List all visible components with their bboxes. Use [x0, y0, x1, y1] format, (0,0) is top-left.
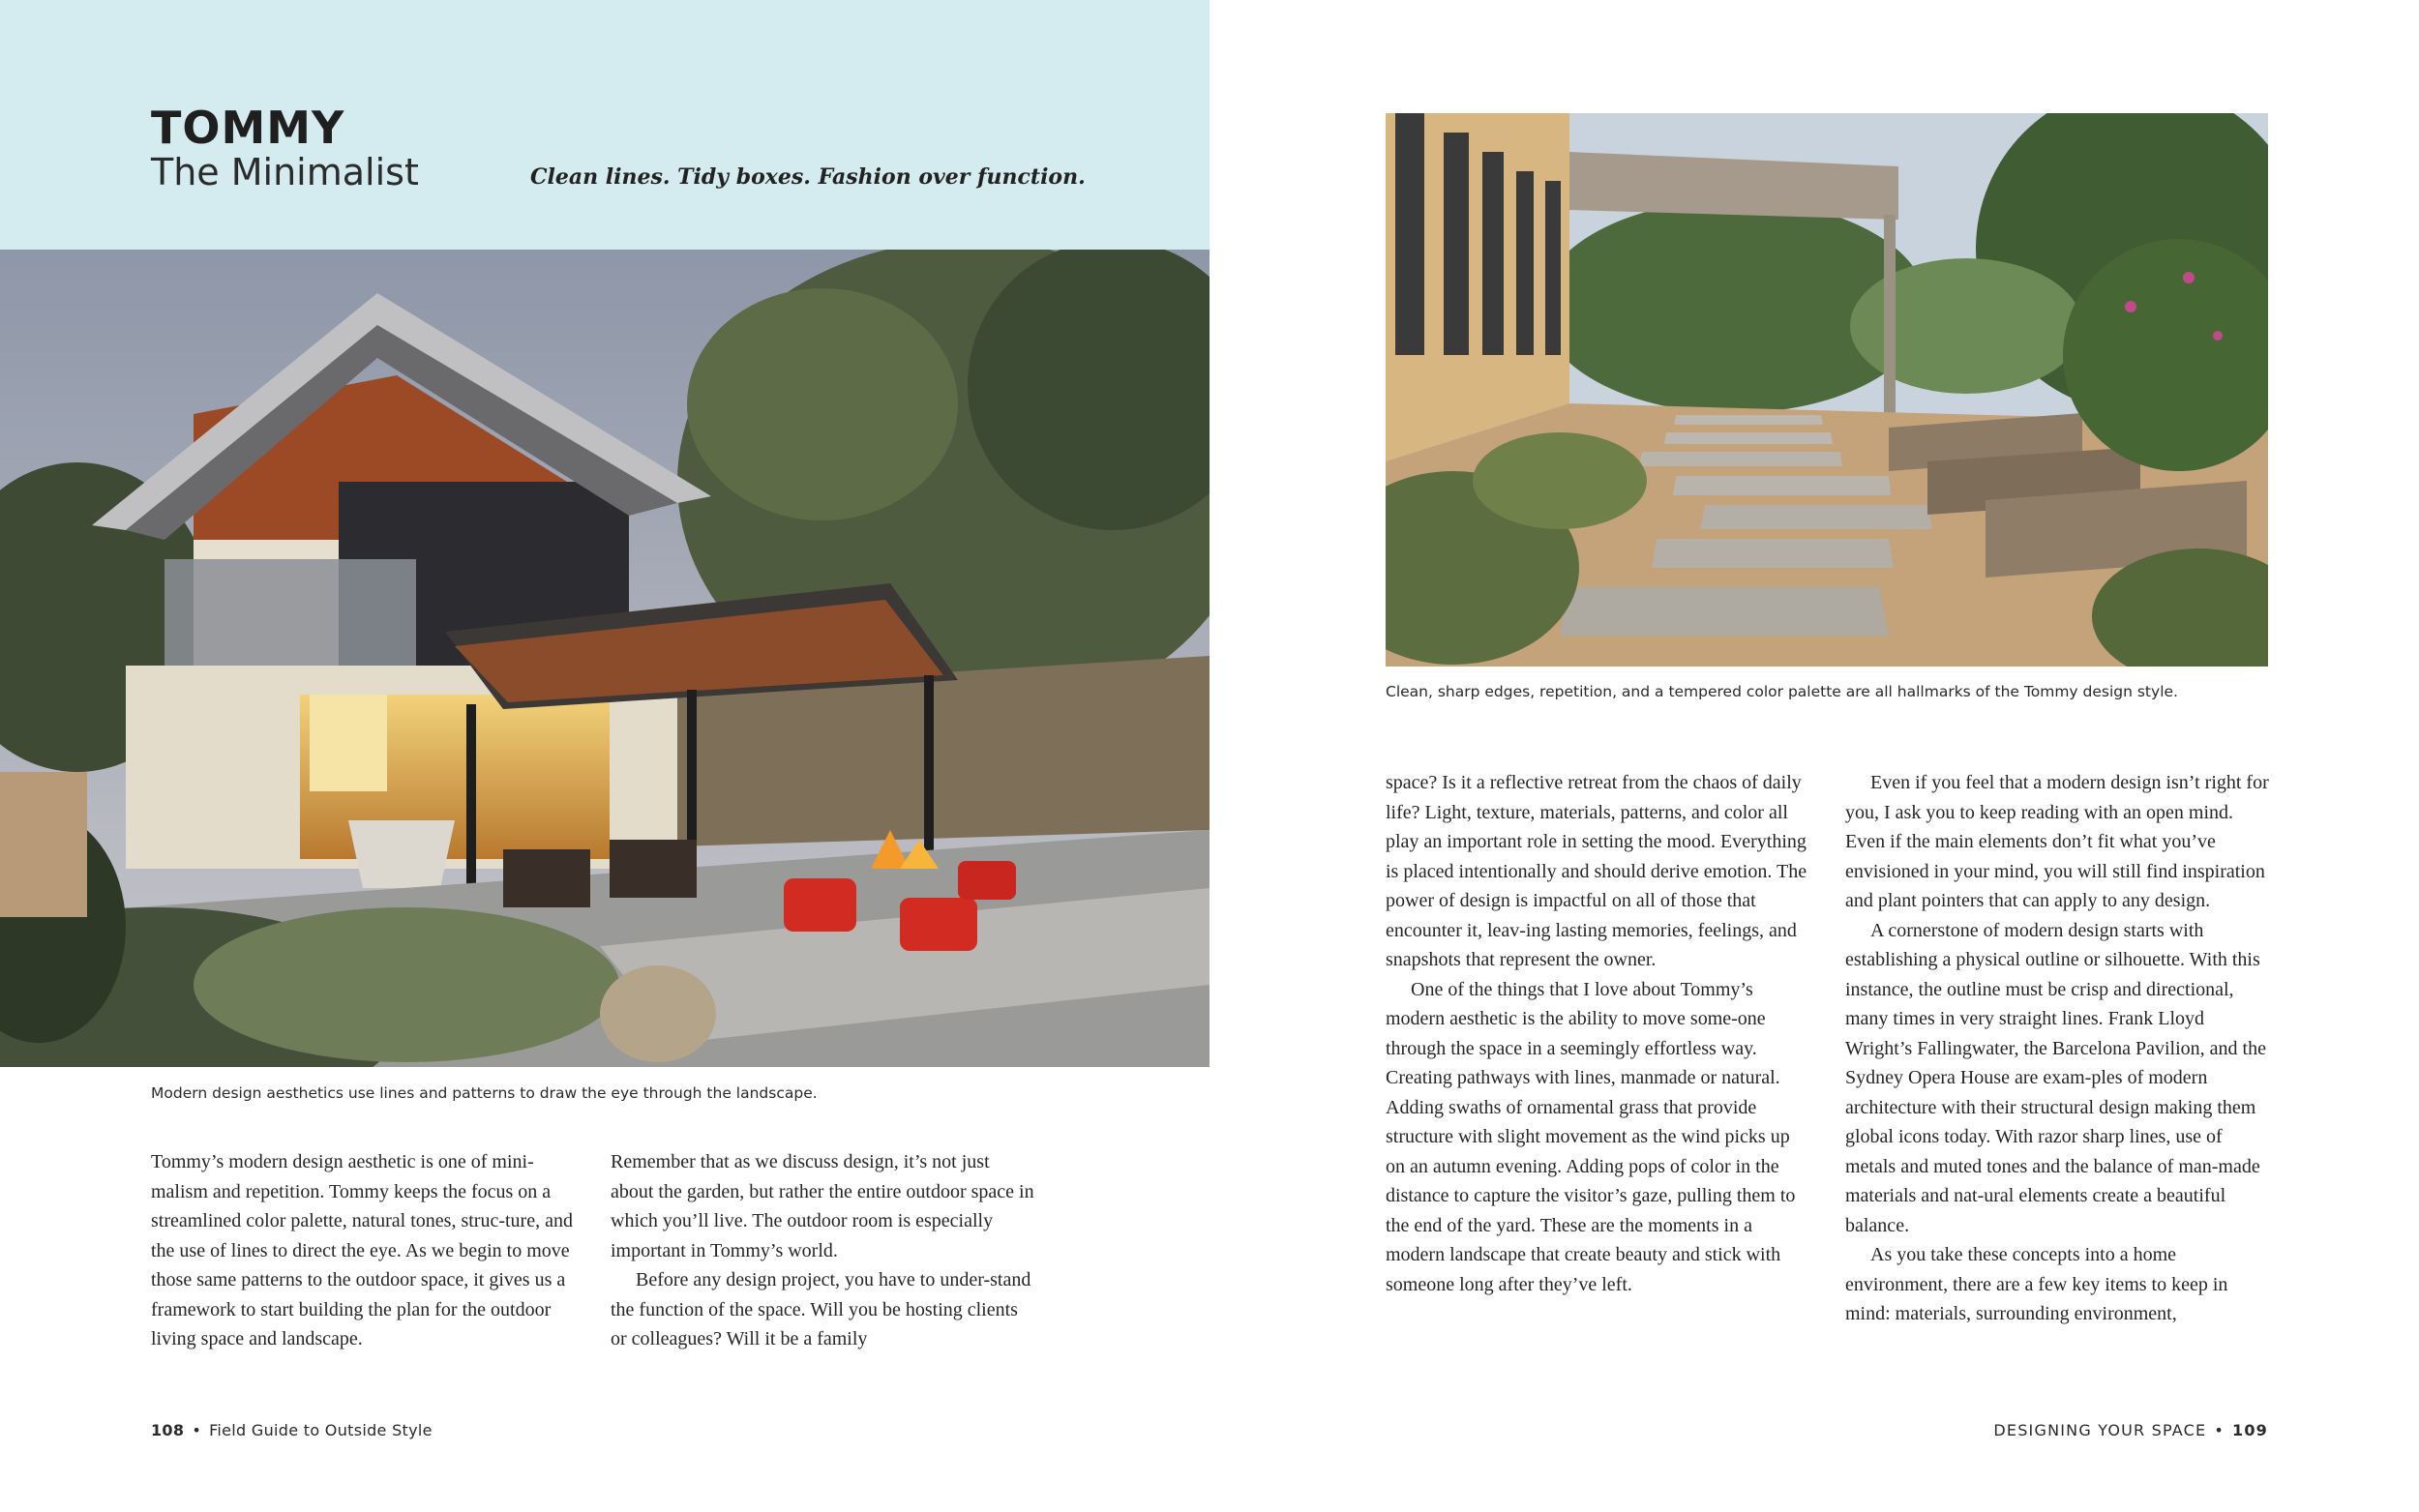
page-number: 108: [151, 1421, 185, 1439]
garden-illustration: [1386, 113, 2268, 667]
body-column-2: [1845, 768, 2271, 1329]
page-number: 109: [2232, 1421, 2268, 1439]
body-column-1: [151, 1147, 577, 1354]
separator-bullet: •: [2214, 1421, 2225, 1439]
house-illustration: [0, 250, 1210, 1067]
paragraph: Tommy’s modern design aesthetic is one of mini-malism and repetition. Tommy keeps the focus on a streamlined color palette, natural tones, struc-ture, and the use of lines to direct the eye. As we begin to move those same patterns to the outdoor space, it gives us a framework to start building the plan for the outdoor living space and landscape.: [151, 1151, 573, 1349]
style-tagline: Clean lines. Tidy boxes. Fashion over function.: [530, 164, 1086, 190]
paragraph: space? Is it a reflective retreat from the chaos of daily life? Light, texture, materials, patterns, and color all play an important role in setting the mood. Everything is placed intentionally and should derive emotion. The power of design is impactful on all of those that encounter it, leav-ing lasting memories, feelings, and snapshots that represent the owner.: [1386, 772, 1807, 970]
photo-caption: Clean, sharp edges, repetition, and a tempered color palette are all hallmarks of the Tommy design style.: [1386, 683, 2178, 700]
modern-house-photo: [0, 250, 1210, 1067]
style-name-title: TOMMY: [151, 102, 345, 154]
page-footer-right: [1993, 1421, 2268, 1439]
paragraph: Before any design project, you have to under-stand the function of the space. Will you be hosting clients or colleagues? Will it be a family: [611, 1269, 1031, 1349]
paragraph: Even if you feel that a modern design isn’t right for you, I ask you to keep reading with an open mind. Even if the main elements don’t fit what you’ve envisioned in your mind, you will still find inspiration and plant pointers that can apply to any design.: [1845, 772, 2269, 911]
paragraph: One of the things that I love about Tommy’s modern aesthetic is the ability to move some-one through the space in a seemingly effortless way. Creating pathways with lines, manmade or natural. Adding swaths of ornamental grass that provide structure with slight movement as the wind picks up on an autumn evening. Adding pops of color in the distance to capture the visitor’s gaze, pulling them to the end of the yard. These are the moments in a modern landscape that create beauty and stick with someone long after they’ve left.: [1386, 978, 1796, 1295]
running-title: DESIGNING YOUR SPACE: [1993, 1421, 2207, 1439]
body-column-1: [1386, 768, 1811, 1299]
running-title: Field Guide to Outside Style: [209, 1421, 433, 1439]
separator-bullet: •: [192, 1421, 202, 1439]
header-band: [0, 0, 1210, 250]
page-footer-left: [151, 1421, 433, 1439]
style-subtitle: The Minimalist: [151, 151, 419, 193]
paragraph: Remember that as we discuss design, it’s not just about the garden, but rather the entire outdoor space in which you’ll live. The outdoor room is especially important in Tommy’s world.: [611, 1151, 1034, 1261]
garden-path-photo: [1386, 113, 2268, 667]
body-column-2: [611, 1147, 1036, 1354]
right-page: [1210, 0, 2419, 1512]
paragraph: A cornerstone of modern design starts with establishing a physical outline or silhouette. With this instance, the outline must be crisp and directional, many times in very straight lines. Frank Lloyd Wright’s Fallingwater, the Barcelona Pavilion, and the Sydney Opera House are exam-ples of modern architecture with their structural design making them global icons today. With razor sharp lines, use of metals and muted tones and the balance of man-made materials and nat-ural elements create a beautiful balance.: [1845, 919, 2266, 1236]
paragraph: As you take these concepts into a home environment, there are a few key items to keep in mind: materials, surrounding environment,: [1845, 1244, 2228, 1324]
photo-caption: Modern design aesthetics use lines and patterns to draw the eye through the landscape.: [151, 1084, 818, 1102]
